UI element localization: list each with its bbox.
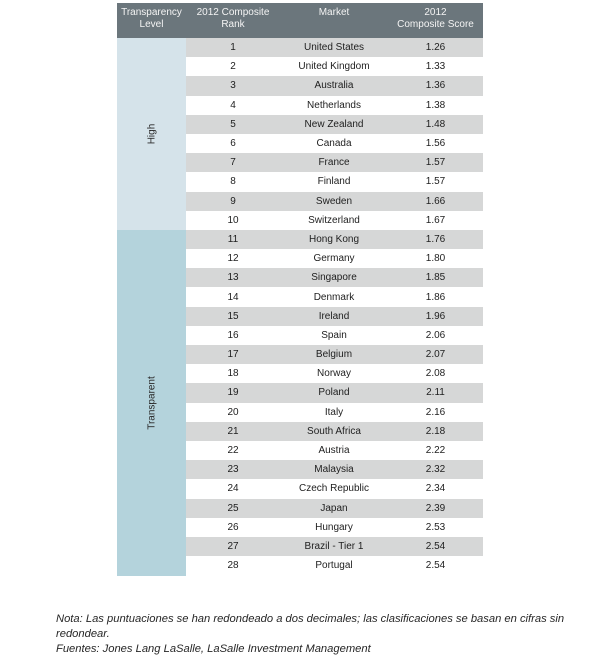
- table-rows: [186, 38, 483, 576]
- header-rank-line1: 2012 Composite: [196, 7, 270, 18]
- footnote: [56, 612, 596, 657]
- score-cell: 2.08: [425, 368, 446, 380]
- level-block-transparent: [117, 230, 186, 576]
- table-row: [186, 460, 483, 479]
- market-cell: Brazil - Tier 1: [304, 540, 364, 552]
- rank-cell: 23: [227, 464, 239, 476]
- score-cell: 2.22: [425, 445, 446, 457]
- score-cell: 2.18: [425, 425, 446, 437]
- score-cell: 1.26: [425, 42, 446, 54]
- market-cell: Spain: [321, 329, 347, 341]
- rank-cell: 22: [227, 445, 239, 457]
- market-cell: Czech Republic: [298, 483, 370, 495]
- market-cell: France: [318, 157, 350, 169]
- rank-cell: 26: [227, 521, 239, 533]
- score-cell: 1.85: [425, 272, 446, 284]
- rank-cell: 28: [227, 560, 239, 572]
- market-cell: Netherlands: [307, 99, 361, 111]
- table-row: [186, 96, 483, 115]
- score-cell: 1.48: [425, 118, 446, 130]
- rank-cell: 15: [227, 310, 239, 322]
- table-row: [186, 211, 483, 230]
- market-cell: Hong Kong: [308, 233, 360, 245]
- table-row: [186, 268, 483, 287]
- table-row: [186, 518, 483, 537]
- rank-cell: 20: [227, 406, 239, 418]
- table-row: [186, 364, 483, 383]
- market-cell: South Africa: [307, 425, 361, 437]
- footnote-note: Nota: Las puntuaciones se han redondeado a dos decimales; las clasificaciones se basan en cifras sin redondear.: [56, 613, 565, 640]
- market-cell: Belgium: [315, 349, 353, 361]
- score-cell: 2.16: [425, 406, 446, 418]
- table-row: [186, 403, 483, 422]
- rank-cell: 5: [230, 118, 236, 130]
- header-market-line1: Market: [318, 7, 350, 18]
- rank-cell: 11: [227, 233, 239, 245]
- score-cell: 1.66: [425, 195, 446, 207]
- transparency-ranking-table: [117, 3, 483, 576]
- table-row: [186, 307, 483, 326]
- footnote-sources: Fuentes: Jones Lang LaSalle, LaSalle Investment Management: [56, 643, 371, 655]
- score-cell: 2.07: [425, 349, 446, 361]
- header-level-line1: Transparency: [121, 7, 182, 18]
- market-cell: Norway: [317, 368, 351, 380]
- level-label: Transparent: [146, 376, 157, 430]
- market-cell: Poland: [318, 387, 350, 399]
- rank-cell: 8: [230, 176, 236, 188]
- table-row: [186, 230, 483, 249]
- rank-cell: 21: [227, 425, 239, 437]
- market-cell: Malaysia: [314, 464, 354, 476]
- rank-cell: 10: [227, 214, 239, 226]
- score-cell: 1.76: [425, 233, 446, 245]
- rank-cell: 2: [230, 61, 236, 73]
- score-cell: 2.11: [426, 387, 445, 399]
- market-cell: Japan: [320, 502, 348, 514]
- market-cell: Austria: [318, 445, 350, 457]
- table-row: [186, 383, 483, 402]
- market-cell: Singapore: [311, 272, 357, 284]
- rank-cell: 27: [227, 540, 239, 552]
- rank-cell: 9: [230, 195, 236, 207]
- score-cell: 1.80: [425, 253, 446, 265]
- market-cell: Switzerland: [308, 214, 360, 226]
- score-cell: 1.33: [425, 61, 446, 73]
- rank-cell: 17: [227, 349, 239, 361]
- table-row: [186, 326, 483, 345]
- score-cell: 2.54: [425, 540, 446, 552]
- market-cell: United States: [303, 42, 365, 54]
- rank-cell: 4: [230, 99, 236, 111]
- market-cell: Portugal: [315, 560, 353, 572]
- score-cell: 1.38: [425, 99, 446, 111]
- rank-cell: 12: [227, 253, 239, 265]
- table-row: [186, 76, 483, 95]
- header-level-line2: Level: [139, 19, 164, 30]
- table-body: [117, 38, 483, 576]
- score-cell: 2.54: [425, 560, 446, 572]
- rank-cell: 13: [227, 272, 239, 284]
- market-cell: Hungary: [315, 521, 353, 533]
- score-cell: 1.86: [425, 291, 446, 303]
- market-cell: Canada: [316, 138, 352, 150]
- table-row: [186, 537, 483, 556]
- table-row: [186, 249, 483, 268]
- market-cell: Germany: [313, 253, 355, 265]
- header-rank-line2: Rank: [221, 19, 245, 30]
- table-row: [186, 134, 483, 153]
- header-score-line1: 2012: [424, 7, 447, 18]
- level-label: High: [146, 123, 157, 145]
- table-row: [186, 441, 483, 460]
- table-row: [186, 38, 483, 57]
- score-cell: 1.67: [425, 214, 446, 226]
- rank-cell: 19: [227, 387, 239, 399]
- rank-cell: 14: [227, 291, 239, 303]
- header-transparency-level: [117, 3, 186, 38]
- level-block-high: [117, 38, 186, 230]
- transparency-level-column: [117, 38, 186, 576]
- table-row: [186, 153, 483, 172]
- table-row: [186, 479, 483, 498]
- rank-cell: 16: [227, 329, 239, 341]
- table-row: [186, 57, 483, 76]
- header-market: [280, 3, 388, 38]
- header-composite-rank: [186, 3, 280, 38]
- table-row: [186, 287, 483, 306]
- table-row: [186, 115, 483, 134]
- score-cell: 1.36: [425, 80, 446, 92]
- table-row: [186, 556, 483, 575]
- rank-cell: 24: [227, 483, 239, 495]
- market-cell: Ireland: [318, 310, 350, 322]
- market-cell: Sweden: [315, 195, 353, 207]
- score-cell: 1.57: [425, 157, 446, 169]
- rank-cell: 18: [227, 368, 239, 380]
- score-cell: 2.39: [425, 502, 446, 514]
- market-cell: Finland: [317, 176, 351, 188]
- rank-cell: 3: [230, 80, 236, 92]
- table-row: [186, 345, 483, 364]
- table-row: [186, 499, 483, 518]
- rank-cell: 25: [227, 502, 239, 514]
- score-cell: 2.34: [425, 483, 446, 495]
- rank-cell: 1: [230, 42, 236, 54]
- market-cell: Italy: [324, 406, 344, 418]
- header-score-line2: Composite Score: [397, 19, 474, 30]
- score-cell: 2.32: [425, 464, 446, 476]
- table-row: [186, 192, 483, 211]
- rank-cell: 7: [230, 157, 236, 169]
- rank-cell: 6: [230, 138, 236, 150]
- market-cell: Denmark: [313, 291, 355, 303]
- score-cell: 1.56: [425, 138, 446, 150]
- market-cell: Australia: [314, 80, 354, 92]
- market-cell: New Zealand: [304, 118, 364, 130]
- table-row: [186, 422, 483, 441]
- table-row: [186, 172, 483, 191]
- score-cell: 1.96: [425, 310, 446, 322]
- table-header: [117, 3, 483, 38]
- score-cell: 2.06: [425, 329, 446, 341]
- score-cell: 2.53: [425, 521, 446, 533]
- market-cell: United Kingdom: [298, 61, 370, 73]
- score-cell: 1.57: [425, 176, 446, 188]
- header-composite-score: [388, 3, 483, 38]
